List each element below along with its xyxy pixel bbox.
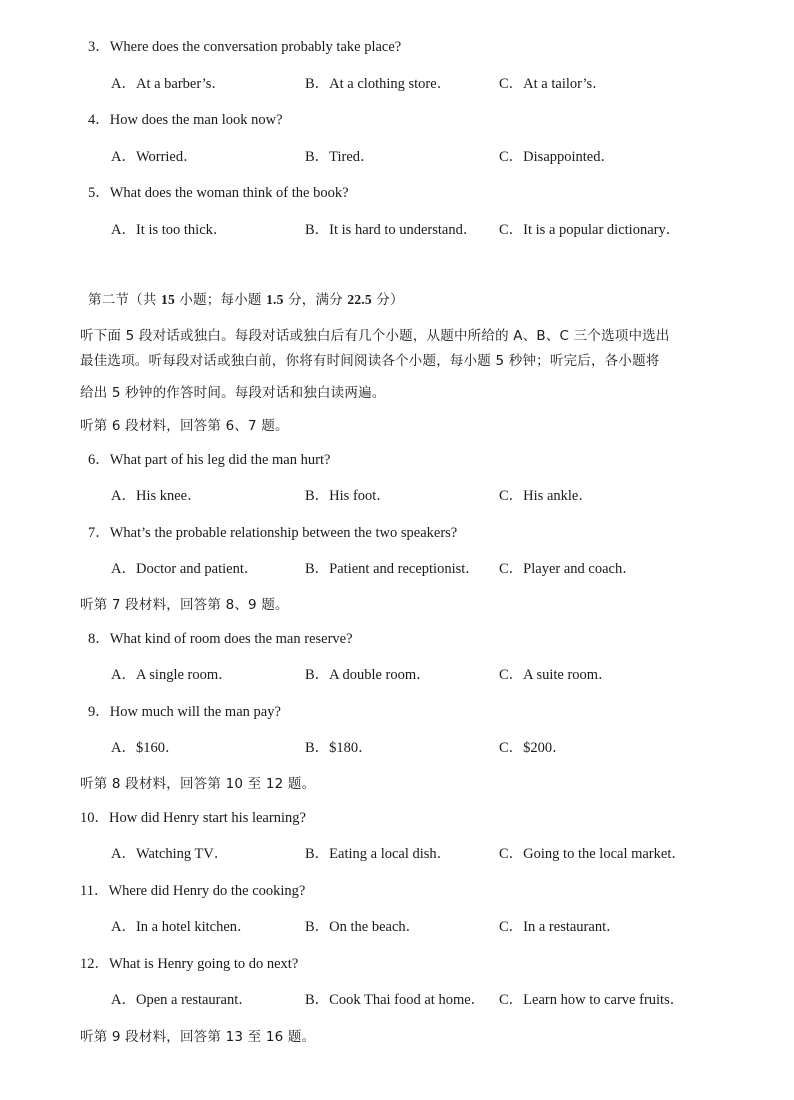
question-text: How did Henry start his learning? — [109, 810, 306, 826]
option-7a[interactable]: A．Doctor and patient． — [111, 561, 259, 577]
option-6a[interactable]: A．His knee． — [111, 488, 202, 504]
option-9a[interactable]: A．$160． — [111, 740, 180, 756]
question-text: What kind of room does the man reserve? — [109, 631, 353, 647]
option-8b[interactable]: B．A double room． — [305, 667, 431, 683]
option-12a[interactable]: A．Open a restaurant． — [111, 992, 253, 1008]
question-number: 5． — [88, 185, 110, 201]
material-6-heading: 听第 6 段材料，回答第 6、7 题。 — [80, 418, 289, 434]
question-number: 8． — [88, 631, 110, 647]
question-number: 12． — [80, 956, 109, 972]
question-11 — [80, 881, 305, 901]
question-4 — [88, 110, 283, 130]
material-9-heading: 听第 9 段材料，回答第 13 至 16 题。 — [80, 1029, 316, 1045]
question-6 — [88, 450, 330, 470]
option-4a[interactable]: A．Worried． — [111, 149, 198, 165]
question-number: 10． — [80, 810, 109, 826]
option-4b[interactable]: B．Tired． — [305, 149, 375, 165]
question-text: What part of his leg did the man hurt? — [109, 452, 331, 468]
option-3b[interactable]: B．At a clothing store． — [305, 76, 452, 92]
question-12 — [80, 954, 298, 974]
option-11a[interactable]: A．In a hotel kitchen． — [111, 919, 252, 935]
option-10b[interactable]: B．Eating a local dish． — [305, 846, 452, 862]
option-3a[interactable]: A．At a barber’s． — [111, 76, 226, 92]
option-7c[interactable]: C．Player and coach． — [499, 561, 637, 577]
question-number: 7． — [88, 525, 110, 541]
option-6b[interactable]: B．His foot． — [305, 488, 391, 504]
question-7 — [88, 523, 457, 543]
question-text: How much will the man pay? — [109, 704, 281, 720]
question-9 — [88, 702, 281, 722]
option-8a[interactable]: A．A single room． — [111, 667, 233, 683]
option-7b[interactable]: B．Patient and receptionist． — [305, 561, 480, 577]
option-4c[interactable]: C．Disappointed． — [499, 149, 615, 165]
option-11c[interactable]: C．In a restaurant． — [499, 919, 621, 935]
material-7-heading: 听第 7 段材料，回答第 8、9 题。 — [80, 597, 289, 613]
option-5a[interactable]: A．It is too thick． — [111, 222, 228, 238]
option-12c[interactable]: C．Learn how to carve fruits． — [499, 992, 685, 1008]
question-8 — [88, 629, 353, 649]
question-3 — [88, 37, 401, 57]
question-text: Where does the conversation probably take place? — [109, 39, 402, 55]
material-8-heading: 听第 8 段材料，回答第 10 至 12 题。 — [80, 776, 316, 792]
question-number: 6． — [88, 452, 110, 468]
question-5 — [88, 183, 349, 203]
option-10c[interactable]: C．Going to the local market． — [499, 846, 686, 862]
option-6c[interactable]: C．His ankle． — [499, 488, 593, 504]
instructions-line-2: 最佳选项。听每段对话或独白前，你将有时间阅读各个小题，每小题 5 秒钟；听完后，各小题将 — [80, 353, 660, 369]
question-text: How does the man look now? — [109, 112, 283, 128]
section-heading: 第二节（共 15 小题；每小题 1.5 分，满分 22.5 分） — [88, 292, 404, 308]
question-number: 11． — [80, 883, 109, 899]
question-10 — [80, 808, 306, 828]
option-11b[interactable]: B．On the beach． — [305, 919, 421, 935]
question-text: Where did Henry do the cooking? — [108, 883, 306, 899]
instructions-line-3: 给出 5 秒钟的作答时间。每段对话和独白读两遍。 — [80, 385, 386, 401]
instructions-line-1: 听下面 5 段对话或独白。每段对话或独白后有几个小题，从题中所给的 A、B、C 三个选项中选出 — [80, 328, 670, 344]
question-text: What does the woman think of the book? — [109, 185, 349, 201]
question-number: 3． — [88, 39, 110, 55]
question-text: What’s the probable relationship between the two speakers? — [109, 525, 458, 541]
question-number: 9． — [88, 704, 110, 720]
option-3c[interactable]: C．At a tailor’s． — [499, 76, 607, 92]
option-5b[interactable]: B．It is hard to understand． — [305, 222, 478, 238]
question-number: 4． — [88, 112, 110, 128]
option-10a[interactable]: A．Watching TV． — [111, 846, 229, 862]
option-12b[interactable]: B．Cook Thai food at home． — [305, 992, 486, 1008]
option-5c[interactable]: C．It is a popular dictionary． — [499, 222, 681, 238]
option-9c[interactable]: C．$200． — [499, 740, 567, 756]
option-8c[interactable]: C．A suite room． — [499, 667, 613, 683]
option-9b[interactable]: B．$180． — [305, 740, 373, 756]
question-text: What is Henry going to do next? — [109, 956, 299, 972]
